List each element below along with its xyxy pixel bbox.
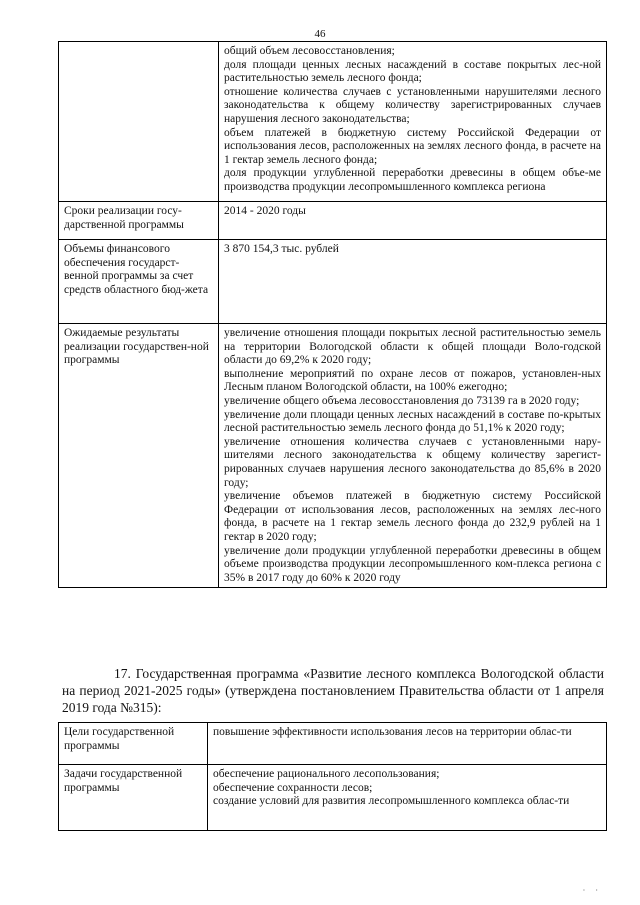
list-item: доля продукции углубленной переработки древесины в общем объе-ме производства продукции лесопромышленного комплекса региона [224, 167, 601, 193]
list-item: увеличение объемов платежей в бюджетную систему Российской Федерации от использования лесов, расположенных на землях лес-ного фонда, в расчете на 1 гектар земель лесного фонда до 232,9 рублей на 1 гектар в 2020 году; [224, 490, 601, 543]
list-item: повышение эффективности использования лесов на территории облас-ти [213, 726, 572, 738]
scan-mark: · · [582, 886, 602, 895]
row-value [219, 324, 607, 588]
list-item: отношение количества случаев с установленными нарушителями лесного законодательства к общему количеству зарегистрированных случаев нарушения лесного законодательства; [224, 85, 601, 125]
table-row [59, 324, 607, 588]
row-label [59, 42, 219, 202]
list-item: 2014 - 2020 годы [224, 205, 306, 217]
table-row [59, 765, 607, 831]
list-item: объем платежей в бюджетную систему Российской Федерации от использования лесов, расположенных на землях лесного фонда, в расчете на 1 гектар земель лесного фонда; [224, 126, 601, 166]
row-value [208, 765, 607, 831]
list-item: выполнение мероприятий по охране лесов от пожаров, установлен-ных Лесным планом Вологодской области, на 100% ежегодно; [224, 367, 601, 394]
table-row [59, 240, 607, 324]
row-label: Ожидаемые результаты реализации государствен-ной программы [59, 324, 219, 588]
table-row [59, 42, 607, 202]
passport-table-continued [58, 41, 607, 588]
list-item: создание условий для развития лесопромышленного комплекса облас-ти [213, 795, 570, 808]
row-label: Сроки реализации госу-дарственной программы [59, 202, 219, 240]
list-item: доля площади ценных лесных насаждений в составе покрытых лес-ной растительностью земель лесного фонда; [224, 58, 601, 85]
list-item: 3 870 154,3 тыс. рублей [224, 243, 339, 255]
list-item: общий объем лесовосстановления; [224, 45, 395, 57]
program-passport-table [58, 722, 607, 831]
list-item: увеличение доли продукции углубленной переработки древесины в общем объеме производства продукции лесопромышленного ком-плекса региона с 35% в 2017 году до 60% к 2020 году [224, 544, 601, 584]
section-heading: 17. Государственная программа «Развитие лесного комплекса Вологодской области на период 2021-2025 годы» (утверждена постановлением Правительства области от 1 апреля 2019 года №315): [62, 666, 604, 715]
list-item: увеличение общего объема лесовосстановления до 73139 га в 2020 году; [224, 394, 580, 407]
list-item: обеспечение рационального лесопользования; [213, 768, 440, 780]
table-row [59, 723, 607, 765]
list-item: увеличение отношения количества случаев с установленными нару-шителями лесного законодательства к общему количеству зарегист-рированных случаев нарушения лесного законодательства до 85,6% в 2020 году; [224, 435, 601, 489]
list-item: увеличение доли площади ценных лесных насаждений в составе по-крытых лесной растительностью земель лесного фонда до 51,1% к 2020 году; [224, 408, 601, 435]
row-label: Цели государственной программы [59, 723, 208, 765]
row-label: Объемы финансового обеспечения государст-венной программы за счет средств областного бюд-жета [59, 240, 219, 324]
row-value [219, 42, 607, 202]
row-value [219, 240, 607, 324]
row-value [219, 202, 607, 240]
row-label: Задачи государственной программы [59, 765, 208, 831]
page-number: 46 [314, 28, 326, 40]
list-item: увеличение отношения площади покрытых лесной растительностью земель на территории Вологодской области к общей площади Воло-годской области до 69,2% к 2020 году; [224, 327, 601, 367]
list-item: обеспечение сохранности лесов; [213, 781, 373, 794]
table-row [59, 202, 607, 240]
row-value [208, 723, 607, 765]
